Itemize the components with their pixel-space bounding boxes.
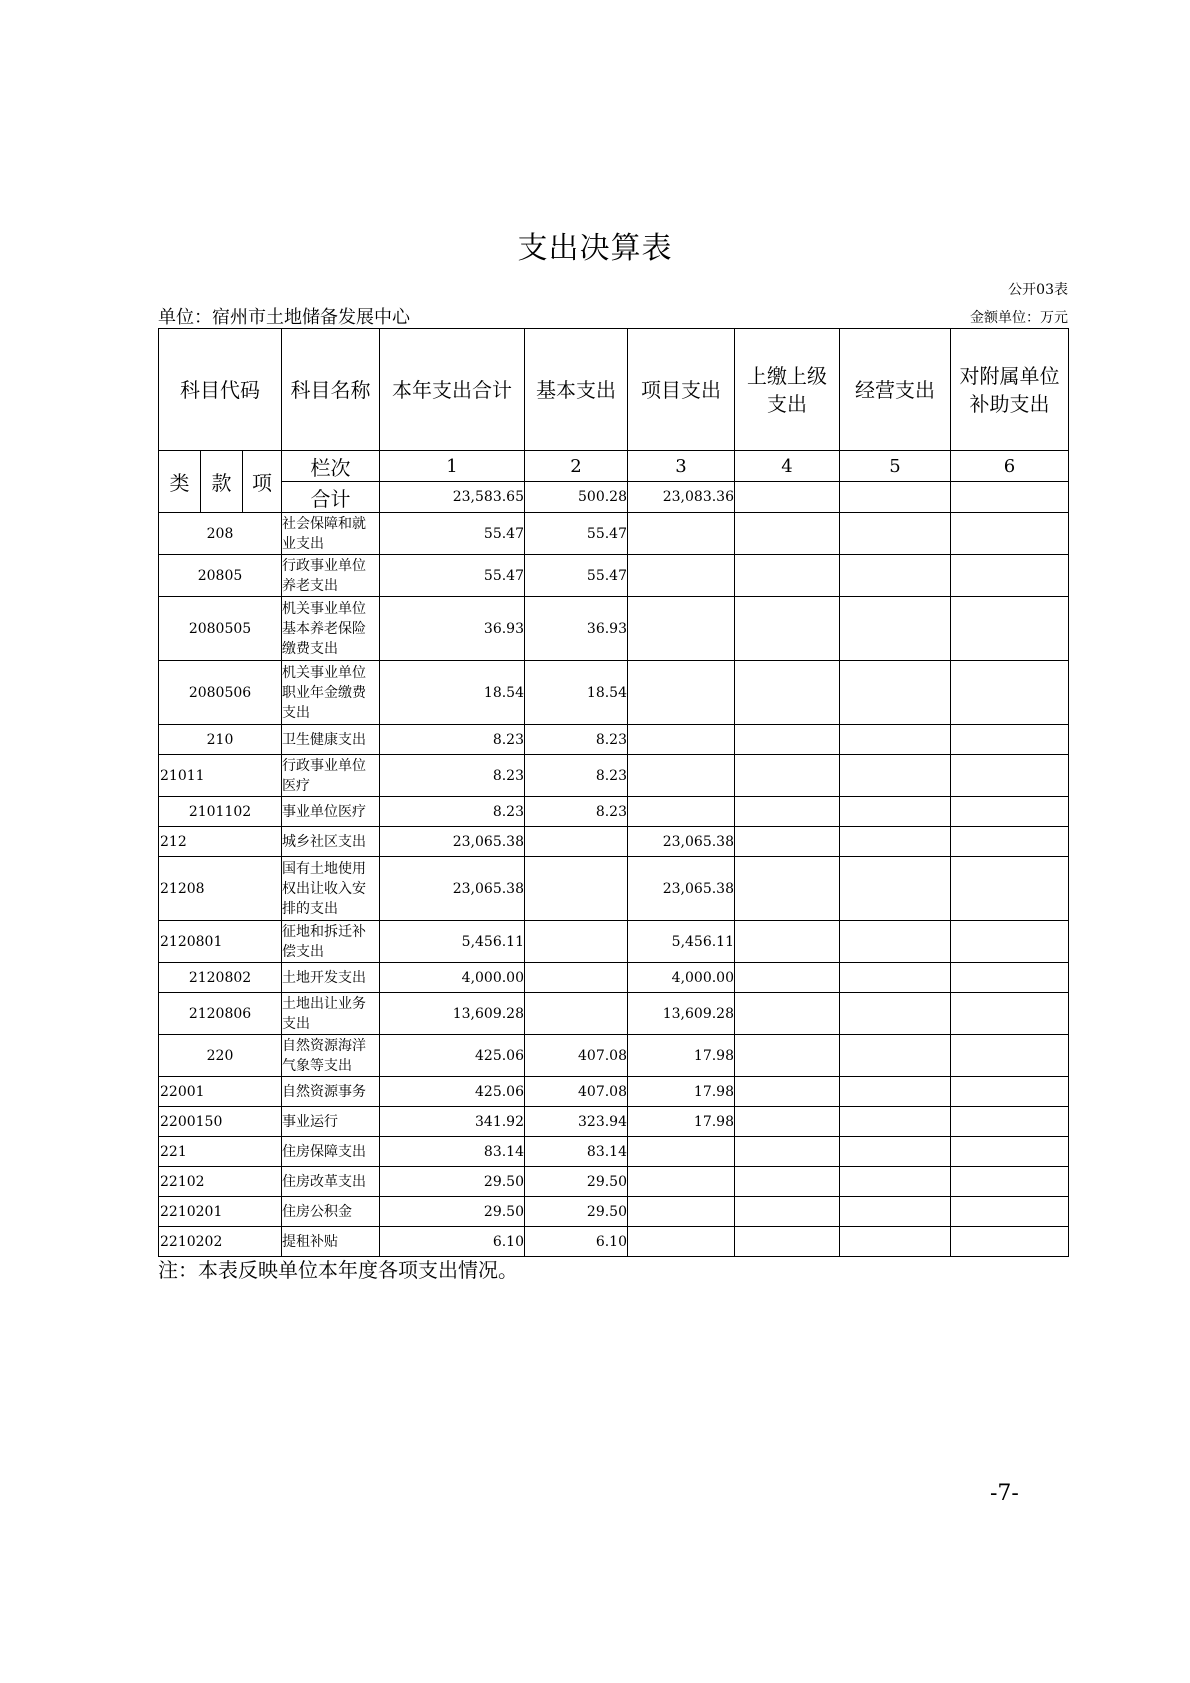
subject-code: 22001 bbox=[159, 1077, 282, 1107]
page-number: -7- bbox=[990, 1481, 1019, 1506]
amount-basic: 18.54 bbox=[525, 661, 628, 725]
header-name: 科目名称 bbox=[282, 329, 380, 451]
amount-project: 23,065.38 bbox=[628, 857, 735, 921]
amount-basic: 8.23 bbox=[525, 797, 628, 827]
amount-basic bbox=[525, 963, 628, 993]
amount-upper bbox=[735, 1035, 840, 1077]
amount-project: 17.98 bbox=[628, 1035, 735, 1077]
amount-project bbox=[628, 1197, 735, 1227]
amount-total: 341.92 bbox=[380, 1107, 525, 1137]
amount-project: 5,456.11 bbox=[628, 921, 735, 963]
table-row bbox=[159, 513, 1069, 555]
amount-upper bbox=[735, 1107, 840, 1137]
total-business bbox=[840, 482, 951, 513]
amount-upper bbox=[735, 725, 840, 755]
amount-business bbox=[840, 1167, 951, 1197]
amount-business bbox=[840, 661, 951, 725]
subject-name: 行政事业单位养老支出 bbox=[282, 555, 380, 597]
header-subsidy-line1: 对附属单位 bbox=[959, 363, 1060, 388]
reporting-unit: 单位：宿州市土地储备发展中心 bbox=[158, 307, 410, 328]
amount-subsidy bbox=[951, 1035, 1069, 1077]
amount-subsidy bbox=[951, 857, 1069, 921]
amount-subsidy bbox=[951, 513, 1069, 555]
subject-name: 国有土地使用权出让收入安排的支出 bbox=[282, 857, 380, 921]
subject-code: 2200150 bbox=[159, 1107, 282, 1137]
amount-upper bbox=[735, 921, 840, 963]
amount-business bbox=[840, 1137, 951, 1167]
subject-code: 208 bbox=[159, 513, 282, 555]
amount-business bbox=[840, 1035, 951, 1077]
amount-total: 425.06 bbox=[380, 1035, 525, 1077]
subject-code: 2080505 bbox=[159, 597, 282, 661]
expenditure-table bbox=[158, 328, 1069, 1257]
amount-project bbox=[628, 725, 735, 755]
amount-upper bbox=[735, 555, 840, 597]
amount-total: 8.23 bbox=[380, 755, 525, 797]
table-note: 注：本表反映单位本年度各项支出情况。 bbox=[158, 1258, 518, 1282]
amount-basic: 8.23 bbox=[525, 725, 628, 755]
header-subsidy-line2: 补助支出 bbox=[969, 391, 1050, 416]
amount-subsidy bbox=[951, 921, 1069, 963]
subject-name: 土地开发支出 bbox=[282, 963, 380, 993]
header-lei: 类 bbox=[159, 451, 201, 513]
amount-total: 55.47 bbox=[380, 513, 525, 555]
amount-total: 23,065.38 bbox=[380, 857, 525, 921]
table-row bbox=[159, 597, 1069, 661]
header-xiang: 项 bbox=[243, 451, 282, 513]
amount-total: 36.93 bbox=[380, 597, 525, 661]
header-upper-line2: 支出 bbox=[767, 391, 807, 416]
header-kuan: 款 bbox=[201, 451, 243, 513]
subject-code: 21011 bbox=[159, 755, 282, 797]
column-number-row bbox=[159, 451, 1069, 482]
subject-name: 事业运行 bbox=[282, 1107, 380, 1137]
table-row bbox=[159, 1107, 1069, 1137]
amount-subsidy bbox=[951, 1227, 1069, 1257]
amount-project: 17.98 bbox=[628, 1077, 735, 1107]
subject-name: 事业单位医疗 bbox=[282, 797, 380, 827]
amount-business bbox=[840, 597, 951, 661]
amount-business bbox=[840, 1197, 951, 1227]
subject-code: 221 bbox=[159, 1137, 282, 1167]
amount-subsidy bbox=[951, 797, 1069, 827]
amount-basic: 407.08 bbox=[525, 1035, 628, 1077]
amount-business bbox=[840, 1107, 951, 1137]
amount-subsidy bbox=[951, 963, 1069, 993]
table-row bbox=[159, 661, 1069, 725]
amount-subsidy bbox=[951, 555, 1069, 597]
amount-total: 13,609.28 bbox=[380, 993, 525, 1035]
amount-upper bbox=[735, 963, 840, 993]
column-number: 4 bbox=[735, 451, 840, 482]
amount-basic: 36.93 bbox=[525, 597, 628, 661]
table-row bbox=[159, 921, 1069, 963]
subject-code: 220 bbox=[159, 1035, 282, 1077]
total-project: 23,083.36 bbox=[628, 482, 735, 513]
amount-business bbox=[840, 725, 951, 755]
subject-name: 土地出让业务支出 bbox=[282, 993, 380, 1035]
header-total: 本年支出合计 bbox=[380, 329, 525, 451]
amount-project bbox=[628, 1137, 735, 1167]
amount-project: 17.98 bbox=[628, 1107, 735, 1137]
amount-subsidy bbox=[951, 725, 1069, 755]
amount-total: 425.06 bbox=[380, 1077, 525, 1107]
subject-code: 2210202 bbox=[159, 1227, 282, 1257]
table-row bbox=[159, 1167, 1069, 1197]
subject-code: 2101102 bbox=[159, 797, 282, 827]
amount-project: 4,000.00 bbox=[628, 963, 735, 993]
amount-business bbox=[840, 555, 951, 597]
amount-basic: 323.94 bbox=[525, 1107, 628, 1137]
amount-business bbox=[840, 857, 951, 921]
subject-name: 自然资源事务 bbox=[282, 1077, 380, 1107]
amount-upper bbox=[735, 1077, 840, 1107]
header-business: 经营支出 bbox=[840, 329, 951, 451]
amount-subsidy bbox=[951, 1077, 1069, 1107]
amount-total: 18.54 bbox=[380, 661, 525, 725]
table-row bbox=[159, 827, 1069, 857]
subject-code: 2080506 bbox=[159, 661, 282, 725]
amount-upper bbox=[735, 1167, 840, 1197]
column-number: 1 bbox=[380, 451, 525, 482]
amount-upper bbox=[735, 661, 840, 725]
amount-total: 6.10 bbox=[380, 1227, 525, 1257]
header-basic: 基本支出 bbox=[525, 329, 628, 451]
subject-name: 社会保障和就业支出 bbox=[282, 513, 380, 555]
amount-project bbox=[628, 797, 735, 827]
amount-basic: 8.23 bbox=[525, 755, 628, 797]
amount-total: 29.50 bbox=[380, 1197, 525, 1227]
column-number: 6 bbox=[951, 451, 1069, 482]
amount-upper bbox=[735, 797, 840, 827]
amount-upper bbox=[735, 1197, 840, 1227]
subject-name: 行政事业单位医疗 bbox=[282, 755, 380, 797]
total-basic: 500.28 bbox=[525, 482, 628, 513]
amount-total: 29.50 bbox=[380, 1167, 525, 1197]
subject-code: 2120806 bbox=[159, 993, 282, 1035]
amount-project bbox=[628, 555, 735, 597]
amount-project bbox=[628, 661, 735, 725]
amount-business bbox=[840, 963, 951, 993]
amount-upper bbox=[735, 597, 840, 661]
table-row bbox=[159, 963, 1069, 993]
amount-business bbox=[840, 797, 951, 827]
table-row bbox=[159, 755, 1069, 797]
amount-business bbox=[840, 921, 951, 963]
header-subsidy bbox=[951, 329, 1069, 451]
table-row bbox=[159, 1077, 1069, 1107]
amount-total: 8.23 bbox=[380, 725, 525, 755]
amount-basic: 55.47 bbox=[525, 513, 628, 555]
amount-basic: 6.10 bbox=[525, 1227, 628, 1257]
total-amount: 23,583.65 bbox=[380, 482, 525, 513]
subject-code: 22102 bbox=[159, 1167, 282, 1197]
subject-code: 2210201 bbox=[159, 1197, 282, 1227]
amount-basic: 55.47 bbox=[525, 555, 628, 597]
table-row bbox=[159, 1035, 1069, 1077]
table-row bbox=[159, 993, 1069, 1035]
subject-name: 住房保障支出 bbox=[282, 1137, 380, 1167]
amount-unit: 金额单位：万元 bbox=[970, 310, 1068, 326]
table-row bbox=[159, 1227, 1069, 1257]
amount-subsidy bbox=[951, 1107, 1069, 1137]
amount-upper bbox=[735, 755, 840, 797]
amount-total: 83.14 bbox=[380, 1137, 525, 1167]
table-row bbox=[159, 725, 1069, 755]
amount-project bbox=[628, 513, 735, 555]
amount-total: 55.47 bbox=[380, 555, 525, 597]
amount-upper bbox=[735, 857, 840, 921]
column-number: 5 bbox=[840, 451, 951, 482]
amount-basic: 29.50 bbox=[525, 1197, 628, 1227]
header-lanci: 栏次 bbox=[282, 451, 380, 482]
amount-upper bbox=[735, 827, 840, 857]
table-row bbox=[159, 555, 1069, 597]
header-row bbox=[159, 329, 1069, 451]
column-number: 3 bbox=[628, 451, 735, 482]
header-project: 项目支出 bbox=[628, 329, 735, 451]
amount-business bbox=[840, 827, 951, 857]
amount-subsidy bbox=[951, 993, 1069, 1035]
page-title: 支出决算表 bbox=[517, 231, 673, 266]
amount-subsidy bbox=[951, 1197, 1069, 1227]
total-row bbox=[159, 482, 1069, 513]
subject-code: 21208 bbox=[159, 857, 282, 921]
amount-total: 5,456.11 bbox=[380, 921, 525, 963]
amount-upper bbox=[735, 1227, 840, 1257]
subject-name: 征地和拆迁补偿支出 bbox=[282, 921, 380, 963]
unit-row bbox=[158, 303, 1068, 327]
subject-name: 城乡社区支出 bbox=[282, 827, 380, 857]
amount-project bbox=[628, 1167, 735, 1197]
form-code: 公开03表 bbox=[1008, 282, 1068, 298]
table-row bbox=[159, 1137, 1069, 1167]
subject-code: 212 bbox=[159, 827, 282, 857]
amount-business bbox=[840, 513, 951, 555]
amount-project bbox=[628, 1227, 735, 1257]
subject-code: 2120801 bbox=[159, 921, 282, 963]
amount-basic bbox=[525, 993, 628, 1035]
amount-upper bbox=[735, 1137, 840, 1167]
header-code: 科目代码 bbox=[159, 329, 282, 451]
subject-code: 210 bbox=[159, 725, 282, 755]
amount-subsidy bbox=[951, 661, 1069, 725]
amount-upper bbox=[735, 513, 840, 555]
subject-name: 提租补贴 bbox=[282, 1227, 380, 1257]
amount-subsidy bbox=[951, 755, 1069, 797]
subject-name: 住房公积金 bbox=[282, 1197, 380, 1227]
amount-basic: 407.08 bbox=[525, 1077, 628, 1107]
amount-project: 13,609.28 bbox=[628, 993, 735, 1035]
table-row bbox=[159, 857, 1069, 921]
amount-total: 8.23 bbox=[380, 797, 525, 827]
table-row bbox=[159, 1197, 1069, 1227]
table-row bbox=[159, 797, 1069, 827]
header-upper-line1: 上缴上级 bbox=[747, 363, 827, 388]
amount-subsidy bbox=[951, 1167, 1069, 1197]
amount-basic bbox=[525, 921, 628, 963]
subject-code: 2120802 bbox=[159, 963, 282, 993]
column-number: 2 bbox=[525, 451, 628, 482]
amount-subsidy bbox=[951, 827, 1069, 857]
amount-project bbox=[628, 755, 735, 797]
amount-upper bbox=[735, 993, 840, 1035]
amount-project bbox=[628, 597, 735, 661]
header-upper bbox=[735, 329, 840, 451]
amount-basic: 83.14 bbox=[525, 1137, 628, 1167]
subject-name: 机关事业单位基本养老保险缴费支出 bbox=[282, 597, 380, 661]
subject-name: 自然资源海洋气象等支出 bbox=[282, 1035, 380, 1077]
amount-subsidy bbox=[951, 597, 1069, 661]
amount-project: 23,065.38 bbox=[628, 827, 735, 857]
amount-business bbox=[840, 1077, 951, 1107]
amount-subsidy bbox=[951, 1137, 1069, 1167]
amount-business bbox=[840, 993, 951, 1035]
total-label: 合计 bbox=[282, 482, 380, 513]
amount-business bbox=[840, 1227, 951, 1257]
amount-business bbox=[840, 755, 951, 797]
subject-name: 机关事业单位职业年金缴费支出 bbox=[282, 661, 380, 725]
subject-name: 住房改革支出 bbox=[282, 1167, 380, 1197]
amount-basic bbox=[525, 857, 628, 921]
total-upper bbox=[735, 482, 840, 513]
subject-name: 卫生健康支出 bbox=[282, 725, 380, 755]
amount-basic bbox=[525, 827, 628, 857]
amount-total: 4,000.00 bbox=[380, 963, 525, 993]
total-subsidy bbox=[951, 482, 1069, 513]
subject-code: 20805 bbox=[159, 555, 282, 597]
amount-basic: 29.50 bbox=[525, 1167, 628, 1197]
amount-total: 23,065.38 bbox=[380, 827, 525, 857]
